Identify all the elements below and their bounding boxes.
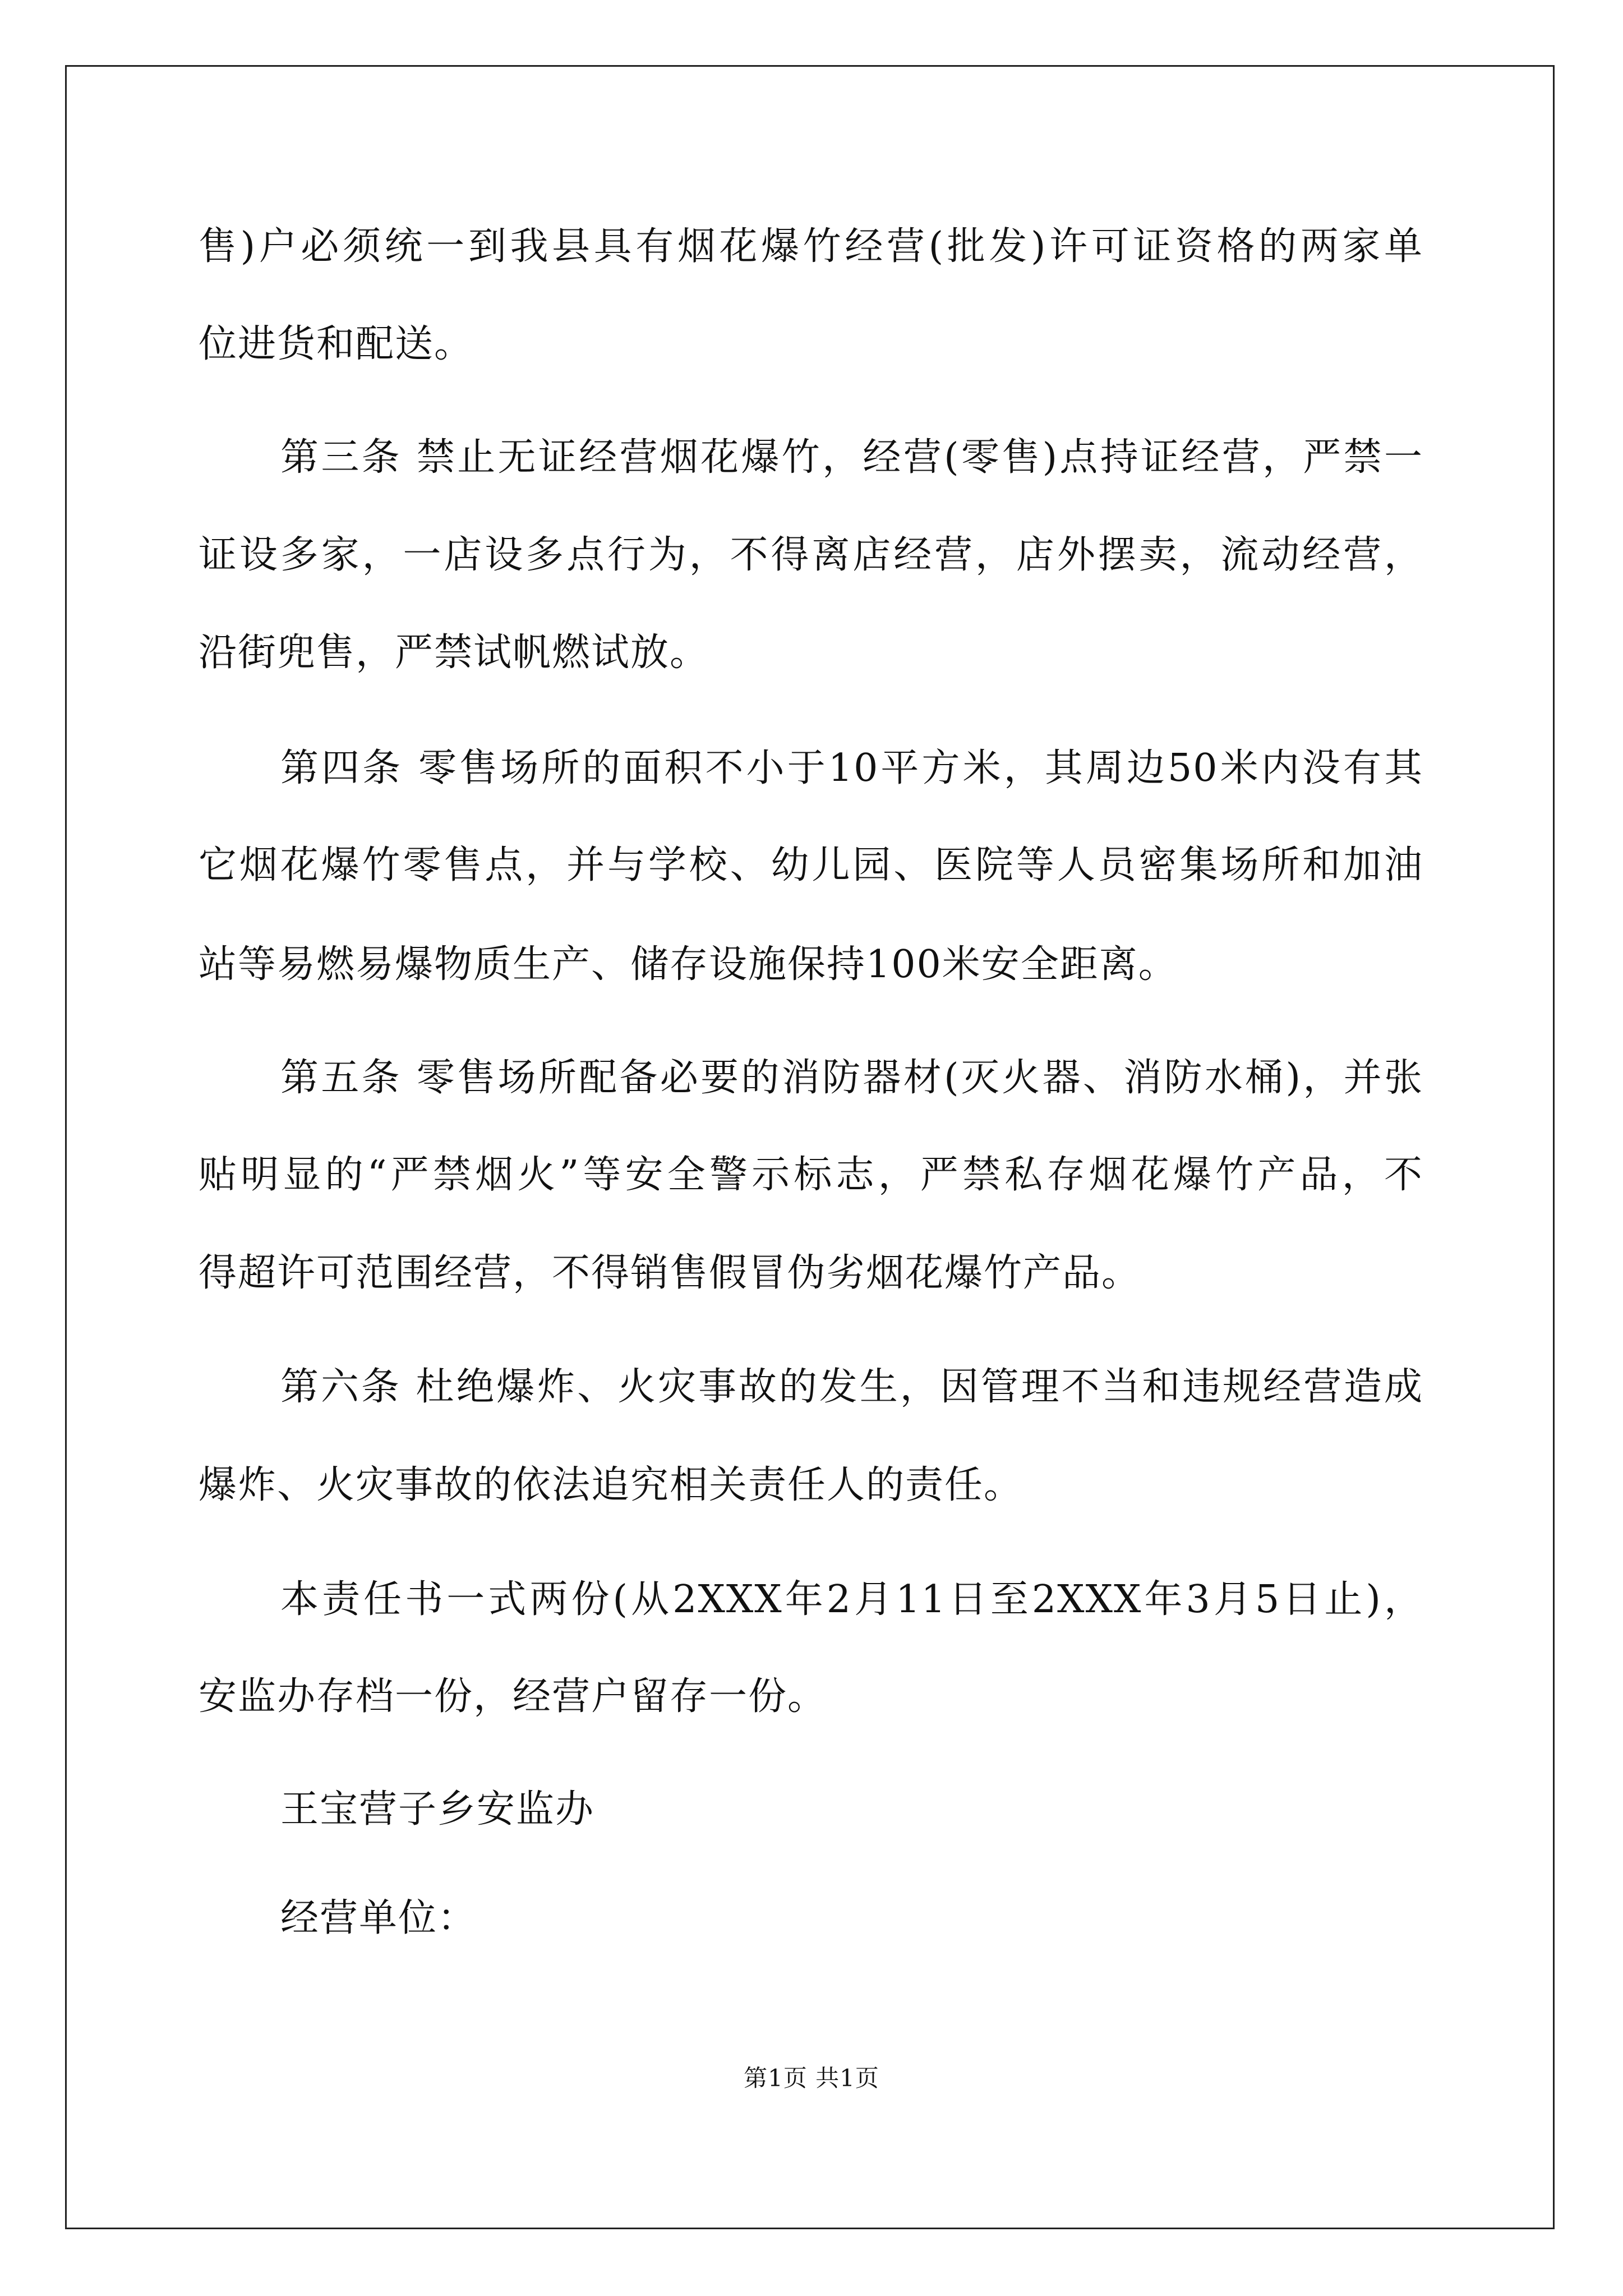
text-line: 第四条 零售场所的面积不小于10平方米，其周边50米内没有其 [280, 746, 1423, 790]
text-line: 第五条 零售场所配备必要的消防器材(灭火器、消防水桶)，并张 [280, 1056, 1423, 1100]
text-line: 位进货和配送。 [199, 322, 474, 366]
text-line: 爆炸、火灾事故的依法追究相关责任人的责任。 [199, 1463, 1023, 1507]
text-line: 本责任书一式两份(从2XXX年2月11日至2XXX年3月5日止)， [280, 1577, 1423, 1622]
text-line: 它烟花爆竹零售点，并与学校、幼儿园、医院等人员密集场所和加油 [199, 843, 1423, 887]
text-line: 证设多家，一店设多点行为，不得离店经营，店外摆卖，流动经营， [199, 533, 1423, 577]
text-line: 安监办存档一份，经营户留存一份。 [199, 1674, 827, 1719]
text-line: 贴明显的“严禁烟火”等安全警示标志，严禁私存烟花爆竹产品，不 [199, 1153, 1423, 1197]
text-line: 站等易燃易爆物质生产、储存设施保持100米安全距离。 [199, 942, 1178, 987]
text-line: 第六条 杜绝爆炸、火灾事故的发生，因管理不当和违规经营造成 [280, 1365, 1423, 1409]
signature-line: 王宝营子乡安监办 [280, 1787, 595, 1832]
text-line: 售)户必须统一到我县具有烟花爆竹经营(批发)许可证资格的两家单 [199, 224, 1423, 269]
text-line: 第三条 禁止无证经营烟花爆竹，经营(零售)点持证经营，严禁一 [280, 435, 1423, 480]
text-line: 沿街兜售，严禁试帆燃试放。 [199, 631, 709, 675]
page-footer: 第1页 共1页 [744, 2064, 879, 2092]
text-line: 得超许可范围经营，不得销售假冒伪劣烟花爆竹产品。 [199, 1251, 1141, 1295]
signature-line: 经营单位： [280, 1896, 477, 1940]
